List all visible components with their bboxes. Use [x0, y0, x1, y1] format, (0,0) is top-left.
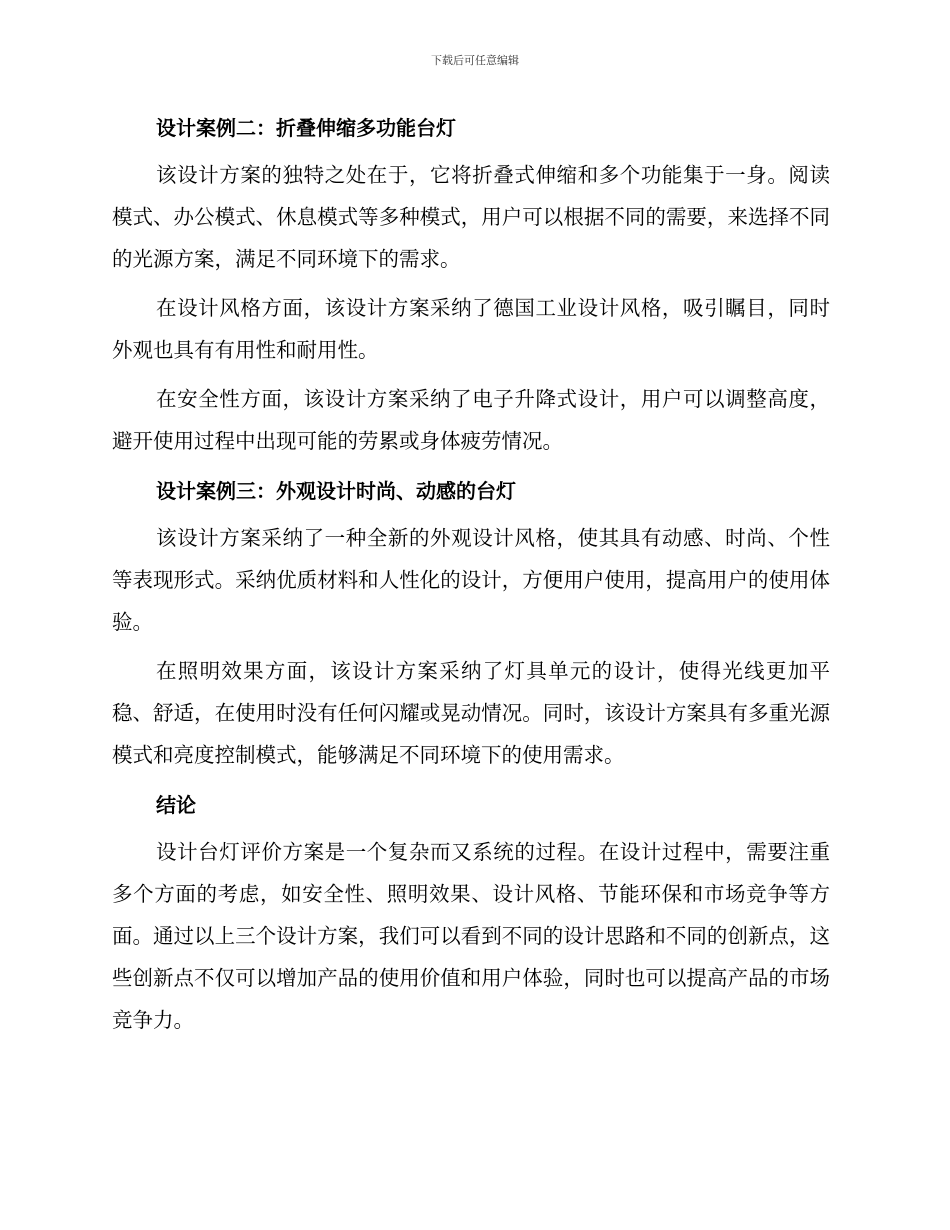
paragraph-case-two-safety: 在安全性方面，该设计方案采纳了电子升降式设计，用户可以调整高度，避开使用过程中出现可能的劳累或身体疲劳情况。 [112, 387, 830, 453]
paragraph-case-two-style: 在设计风格方面，该设计方案采纳了德国工业设计风格，吸引瞩目，同时外观也具有有用性和耐用性。 [112, 296, 830, 362]
paragraph-case-three-intro: 该设计方案采纳了一种全新的外观设计风格，使其具有动感、时尚、个性等表现形式。采纳优质材料和人性化的设计，方便用户使用，提高用户的使用体验。 [112, 526, 830, 634]
section-heading-case-two: 设计案例二：折叠伸缩多功能台灯 [156, 116, 456, 140]
paragraph-case-two-intro: 该设计方案的独特之处在于，它将折叠式伸缩和多个功能集于一身。阅读模式、办公模式、休息模式等多种模式，用户可以根据不同的需要，来选择不同的光源方案，满足不同环境下的需求。 [112, 163, 830, 271]
section-heading-case-three: 设计案例三：外观设计时尚、动感的台灯 [156, 479, 516, 503]
section-heading-conclusion: 结论 [156, 793, 196, 817]
paragraph-conclusion: 设计台灯评价方案是一个复杂而又系统的过程。在设计过程中，需要注重多个方面的考虑，如安全性、照明效果、设计风格、节能环保和市场竞争等方面。通过以上三个设计方案，我们可以看到不同的设计思路和不同的创新点，这些创新点不仅可以增加产品的使用价值和用户体验，同时也可以提高产品的市场竞争力。 [112, 840, 830, 1032]
paragraph-case-three-lighting: 在照明效果方面，该设计方案采纳了灯具单元的设计，使得光线更加平稳、舒适，在使用时没有任何闪耀或晃动情况。同时，该设计方案具有多重光源模式和亮度控制模式，能够满足不同环境下的使用需求。 [112, 659, 830, 767]
page-header: 下载后可任意编辑 [431, 54, 519, 67]
document-body [112, 106, 830, 1048]
